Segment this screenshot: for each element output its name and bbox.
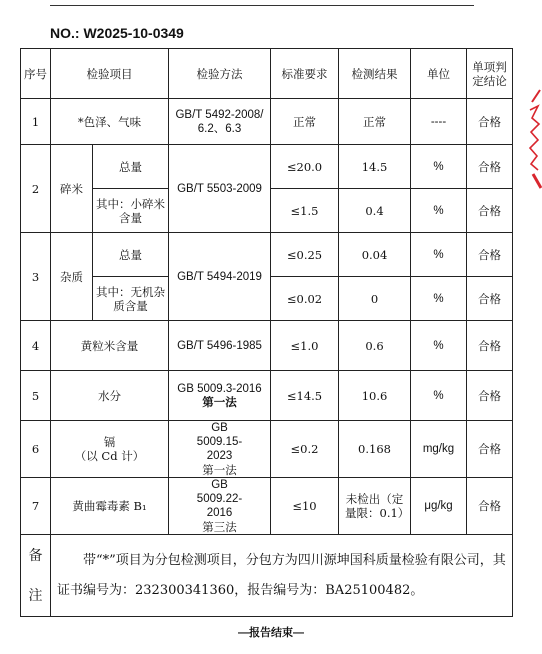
judgement: 合格 xyxy=(467,145,513,189)
standard: ≤0.25 xyxy=(271,233,339,277)
row-number: 7 xyxy=(21,478,51,535)
header-judgement: 单项判定结论 xyxy=(467,49,513,99)
inspection-table xyxy=(20,48,513,617)
unit: % xyxy=(411,371,467,421)
row-number: 6 xyxy=(21,421,51,478)
sub-item: 总量 xyxy=(93,145,169,189)
unit: % xyxy=(411,277,467,321)
unit: % xyxy=(411,321,467,371)
item-name xyxy=(51,421,169,478)
header-row xyxy=(21,49,513,99)
item-name: 碎米 xyxy=(51,145,93,233)
header-unit: 单位 xyxy=(411,49,467,99)
unit: ---- xyxy=(411,99,467,145)
unit: % xyxy=(411,189,467,233)
method-code: GB 5009.15-2023 xyxy=(196,422,243,462)
judgement: 合格 xyxy=(467,233,513,277)
result: 0.04 xyxy=(339,233,411,277)
judgement: 合格 xyxy=(467,478,513,535)
header-item: 检验项目 xyxy=(51,49,169,99)
standard: ≤20.0 xyxy=(271,145,339,189)
top-rule xyxy=(50,5,474,6)
method xyxy=(169,371,271,421)
standard: ≤14.5 xyxy=(271,371,339,421)
row-number: 2 xyxy=(21,145,51,233)
method-clause: 第一法 xyxy=(202,396,237,409)
result: 14.5 xyxy=(339,145,411,189)
judgement: 合格 xyxy=(467,421,513,478)
row-number: 1 xyxy=(21,99,51,145)
result: 未检出（定量限：0.1） xyxy=(339,478,411,535)
item-name: 黄曲霉毒素 B₁ xyxy=(51,478,169,535)
result: 正常 xyxy=(339,99,411,145)
table-row xyxy=(21,371,513,421)
unit: % xyxy=(411,233,467,277)
judgement: 合格 xyxy=(467,277,513,321)
row-number: 5 xyxy=(21,371,51,421)
result: 0.4 xyxy=(339,189,411,233)
table-row xyxy=(21,421,513,478)
judgement: 合格 xyxy=(467,321,513,371)
standard: 正常 xyxy=(271,99,339,145)
result: 10.6 xyxy=(339,371,411,421)
method-clause: 第一法 xyxy=(202,463,237,477)
inspection-seal-stamp xyxy=(524,82,542,192)
remark-label-top: 备 xyxy=(28,547,43,564)
judgement: 合格 xyxy=(467,189,513,233)
item-name: 杂质 xyxy=(51,233,93,321)
table-row xyxy=(21,145,513,189)
method-clause: 第三法 xyxy=(202,520,237,534)
method: GB/T 5503-2009 xyxy=(169,145,271,233)
item-name: *色泽、气味 xyxy=(51,99,169,145)
item-name: 黄粒米含量 xyxy=(51,321,169,371)
remark-label xyxy=(21,535,51,617)
result: 0 xyxy=(339,277,411,321)
row-number: 3 xyxy=(21,233,51,321)
item-main: 镉 xyxy=(103,435,116,449)
sub-item: 其中：无机杂质含量 xyxy=(93,277,169,321)
header-standard: 标准要求 xyxy=(271,49,339,99)
standard: ≤0.2 xyxy=(271,421,339,478)
judgement: 合格 xyxy=(467,99,513,145)
method: GB/T 5492-2008/ 6.2、6.3 xyxy=(169,99,271,145)
method xyxy=(169,421,271,478)
sub-item: 其中：小碎米含量 xyxy=(93,189,169,233)
method xyxy=(169,478,271,535)
remark-label-bottom: 注 xyxy=(28,587,43,604)
method-code: GB 5009.3-2016 xyxy=(177,382,262,395)
header-method: 检验方法 xyxy=(169,49,271,99)
header-result: 检测结果 xyxy=(339,49,411,99)
report-end-text: —报告结束— xyxy=(238,627,304,639)
header-seq: 序号 xyxy=(21,49,51,99)
method: GB/T 5496-1985 xyxy=(169,321,271,371)
item-note: （以 Cd 计） xyxy=(74,449,145,463)
unit: % xyxy=(411,145,467,189)
result: 0.6 xyxy=(339,321,411,371)
method: GB/T 5494-2019 xyxy=(169,233,271,321)
method-code: GB 5009.22-2016 xyxy=(196,479,243,519)
standard: ≤1.0 xyxy=(271,321,339,371)
report-number: NO.: W2025-10-0349 xyxy=(50,25,184,41)
item-name: 水分 xyxy=(51,371,169,421)
result: 0.168 xyxy=(339,421,411,478)
unit: μg/kg xyxy=(411,478,467,535)
remark-row xyxy=(21,535,513,617)
table-row xyxy=(21,99,513,145)
table-row xyxy=(21,321,513,371)
remark-text: 带“*”项目为分包检测项目，分包方为四川源坤国科质量检验有限公司，其证书编号为：232300341360，报告编号为：BA25100482。 xyxy=(51,535,513,617)
judgement: 合格 xyxy=(467,371,513,421)
standard: ≤10 xyxy=(271,478,339,535)
standard: ≤1.5 xyxy=(271,189,339,233)
standard: ≤0.02 xyxy=(271,277,339,321)
unit: mg/kg xyxy=(411,421,467,478)
row-number: 4 xyxy=(21,321,51,371)
table-row xyxy=(21,478,513,535)
sub-item: 总量 xyxy=(93,233,169,277)
table-row xyxy=(21,233,513,277)
